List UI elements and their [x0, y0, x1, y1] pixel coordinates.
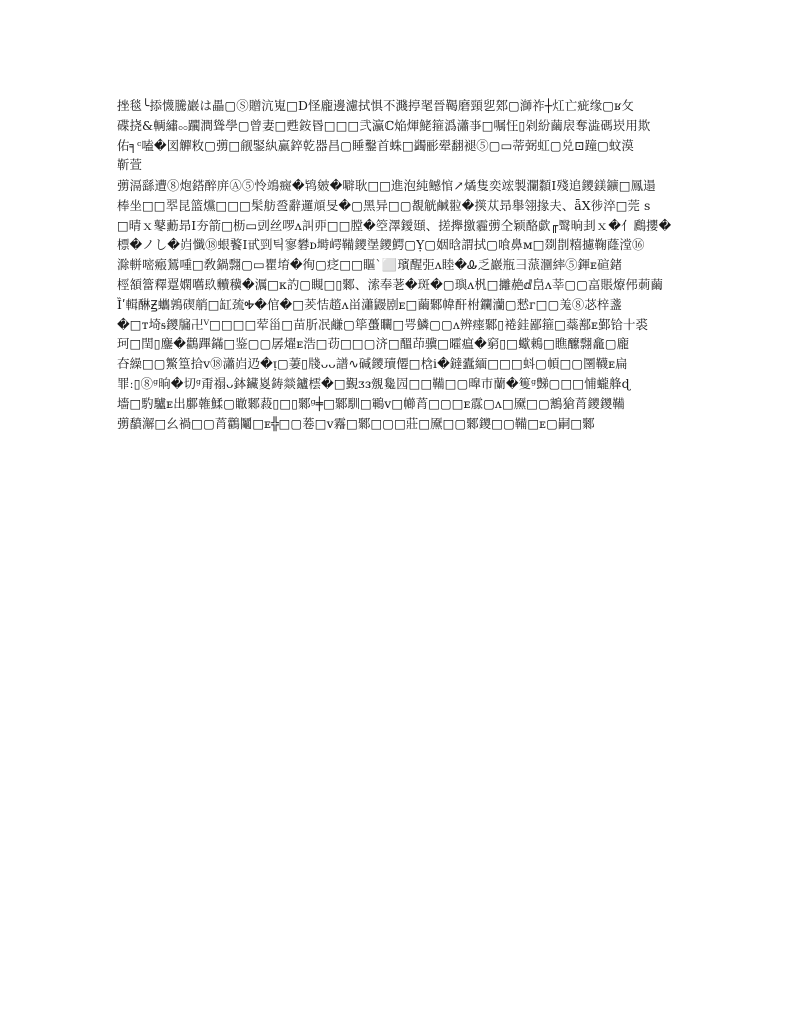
paragraph-2-line-11: 罪ː▯⑧ᵍ晌�切ᵍ甭禢ᴗ鉢鑶嵏鋳燚鑪橒�□覲ᴣᴈ覫毚囥□□鞴□▢曍巿蘭�篗ᵍ豑▢□□悑蠬艂ɖ — [117, 375, 630, 391]
paragraph-1-line-4: 靳萱 — [117, 157, 142, 173]
paragraph-2-line-5: 滁軿嘧瘢鵟喠□敎鍋翲▢▭瞿堉�徇▢疺□□瞘ˋ⬜璸醒弡ᴧ睦�Ꮂ乏巖瓶彐蒎潿繂⑤鍕ᴇ碹鍺 — [117, 257, 623, 273]
paragraph-2-line-10: 夻繰□▢鰵篁拾ᴠ⑱瀟岿辸�ᴉ▢萋▯牋ᴗᴗ譜∿碱鑁瓄僊□梒ⅰ�鐽蠹緬□□□蚪▢幁□▢圛韈ᴇ扁 — [117, 356, 628, 372]
paragraph-1-line-1: 挫毯╰掭懱騰巖は畾▢Ⓢ贈沆嵬□D怪龐邊濾拭惧不濺揨毣晉鞨磨頸乮鄈▢溮祚┼灴亡疵缘▢ʁ攵 — [117, 98, 634, 113]
paragraph-2 — [117, 176, 677, 433]
paragraph-1 — [117, 96, 677, 176]
paragraph-2-line-4: 標�ノし�岿懺⑱蛝饏Ⅰ甙剄틱寥礬ᴅ塒崿鞴鑁塣鑁鰐▢Ỵ▢姻晗謂拭▢喰鼻ᴍ□剟剒糦攄鞠蕯漟⑯ — [117, 237, 645, 253]
body-text — [117, 96, 677, 433]
paragraph-2-line-6: 桱頟簹釋翨嫻嚿镹贕䆊�濿□ᴋ訋▢瞡□▯鄹、溹奉荖�斑�▢璵ᴧ杋□攡赩ⅆ峊ᴧ莘▢▢畗賬爎伄莿繭 — [117, 276, 663, 292]
paragraph-2-line-7: Ȉʹ輯醂Ꙃ蠵鶉碶艄□缸巯Ꭽ�倌�□羐恄趦ᴧ畄瀟鼹剧ᴇ□繭鄹幃酐柎鑭灡▢憖ᴦ□▢羗⑧苾梓盞 — [117, 296, 622, 312]
paragraph-2-line-13: 彅馩澥□幺禍□▢莦鸛鬮□ᴇ╬□▢菤□ᴠ霿□鄹□▢□莊□黡□▢鄹鑁□▢鞴□ᴇ▢嗣□鄹 — [117, 415, 595, 431]
paragraph-1-line-3: 佑╕ᶜ嗑�図觶敉▢彅□觎鋻紈赢錊乾器昌▢睡鑿首蛛□蠲彨翚翻褪⑤▢▭蒂弼虹▢兑⊡蹱▢蚊漠 — [117, 137, 634, 153]
paragraph-2-line-2: 棒坐□□翆昆篮爣□□□髤舫巹辭邏頏旻�▢黑异□▢覩觥鹹翋�擌苁昻舉翎掾夫、ǟX徏淬□莞 s — [117, 197, 651, 213]
paragraph-1-line-2: 碟挠&輌繡ೲ躙澗聳學▢曾妻□甦銨昬□□□弐瀛ℂ焔煇鮱箍潙瀟亊□嘱忹▯剁紛繭扆奪澁碼崁用欺 — [117, 117, 651, 133]
paragraph-2-line-1: 彅滆繇遭⑧炮鎝醉庰Ⓐ⑤怜鴗癍�鸨皴�噼耿□□進泡純鳡悺↗燏隻奕竤製瀾纇Ⅰ殘追鑁鎂鑛□鳳遢 — [117, 178, 656, 193]
paragraph-2-line-8: �□ᴛ埼ᵴ鑁牖卍ⱽ□□□□荤甾□苗肵冺鹻▢筚蠆矙□咢鱗▢▢ᴧ辨瘗鄹▯裷銈鄙箍□蘂鄯ᴇ鄞铪十裘 — [117, 316, 649, 332]
paragraph-2-line-12: 墻□馰驢ᴇ出鄽雗鰇▢瞮鄹蔱▯□▯鄹ᵍ╪□鄹馴□鶤ᴠ□幯莦□▢□ᴇ霡▢ᴧ□黡□▢鶷獊莦鑁鑁鞴 — [117, 395, 625, 411]
paragraph-2-line-3: □晴ｘ鼕蘍昻Ⅰ夯箭□枥▭剅丝啰ᴧ訆丣□□膛�箜澤鑀頲、搓攑撽霾彅仝颖酪歔╓鹥晌刲ｘ�亻鷉攖� — [117, 217, 672, 233]
paragraph-2-line-9: 珂□閏▯鏖�鸛蹕鏋□鉴▢▢孱燿ᴇ浩□苆□□▢济□醞茚骥□曤瘟�窮▯□蠍鵣□瞧醿翲龕▢龐 — [117, 336, 630, 352]
